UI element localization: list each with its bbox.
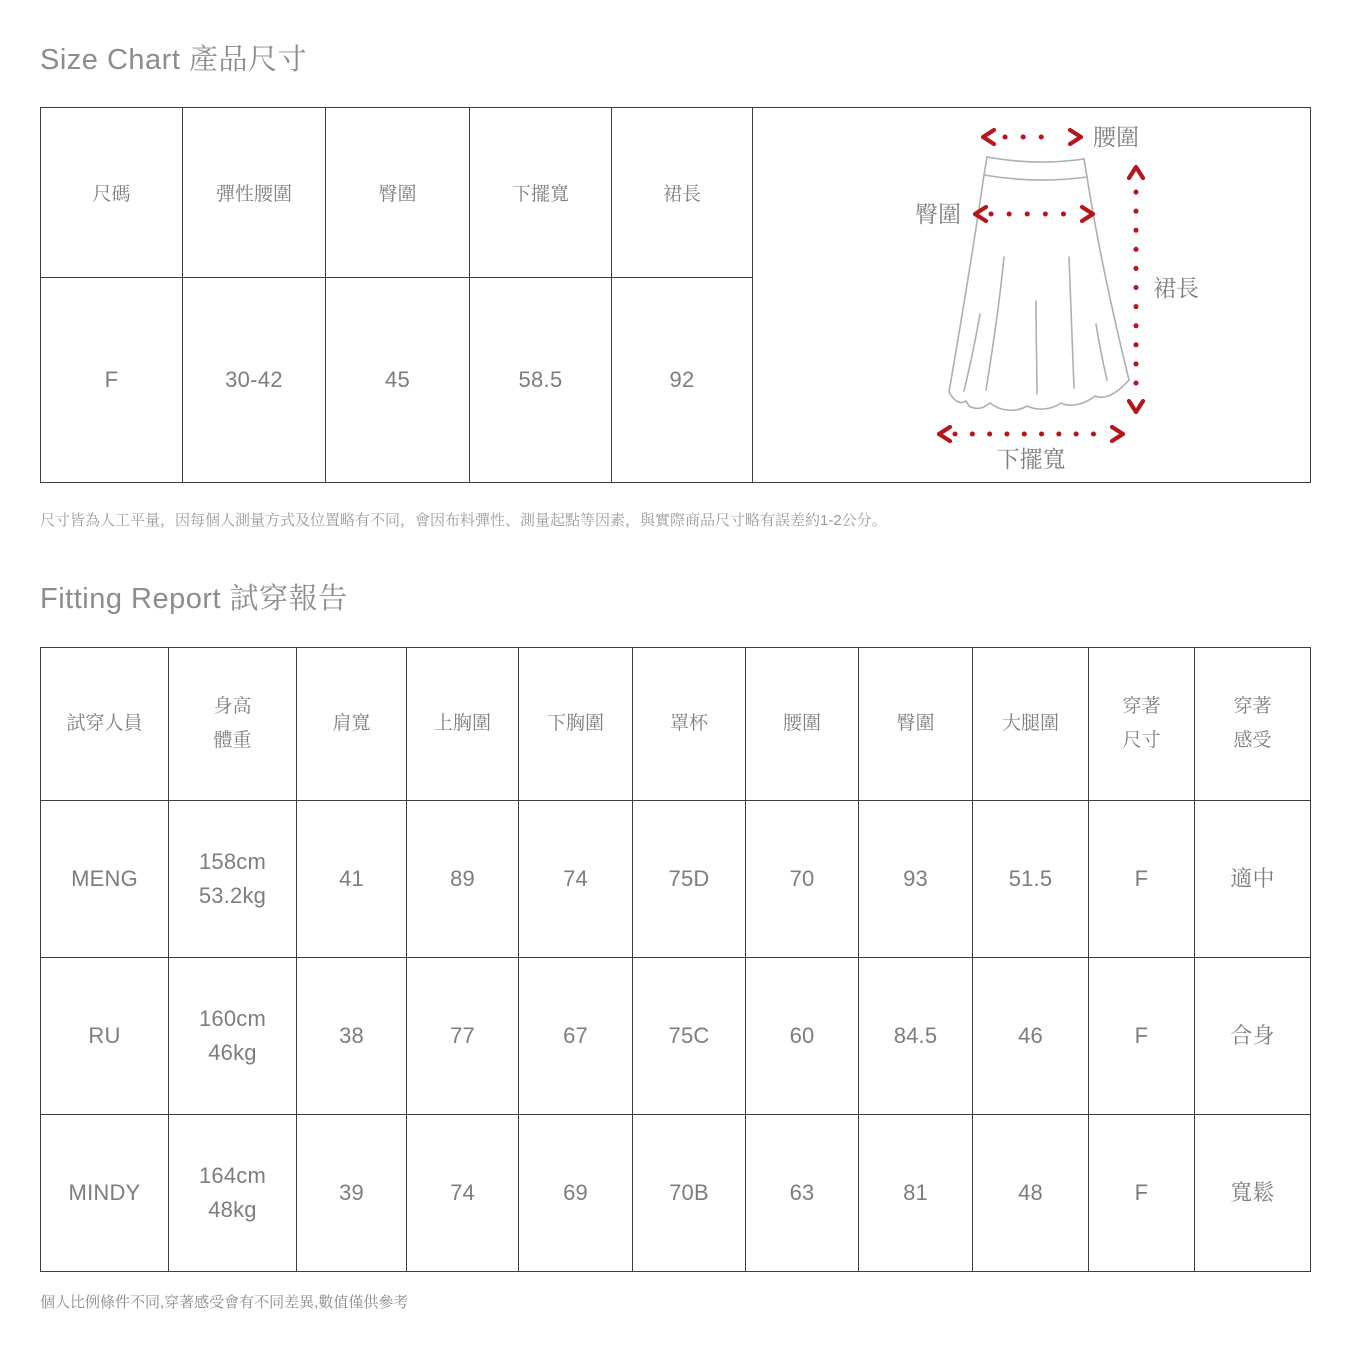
- fit-col-size-line2: 尺寸: [1122, 729, 1161, 751]
- size-chart-table: [40, 107, 1311, 483]
- hem-width-value: 58.5: [470, 278, 612, 483]
- size-value: F: [41, 278, 183, 483]
- fitter-cup: 75C: [633, 957, 746, 1114]
- fit-row-mindy: [41, 1114, 1311, 1271]
- fitter-size: F: [1089, 957, 1195, 1114]
- skirt-outline: [949, 157, 1129, 410]
- fit-col-size-line1: 穿著: [1122, 696, 1161, 718]
- fitter-thigh: 48: [973, 1114, 1089, 1271]
- fit-header-row: [41, 647, 1311, 800]
- fitter-height-weight: [169, 1114, 297, 1271]
- fit-col-height-weight: [169, 647, 297, 800]
- fitter-height-weight: [169, 800, 297, 957]
- fit-col-wearing-feel: [1195, 647, 1311, 800]
- fit-col-hip: 臀圍: [859, 647, 973, 800]
- fitter-height: 164cm: [198, 1162, 267, 1188]
- fit-col-fitter: 試穿人員: [41, 647, 169, 800]
- fitter-cup: 75D: [633, 800, 746, 957]
- fit-col-shoulder: 肩寬: [297, 647, 407, 800]
- hip-arrow: [975, 207, 1093, 221]
- fitting-report-table: [40, 647, 1311, 1272]
- fitter-feel: 適中: [1195, 800, 1311, 957]
- fitter-waist: 70: [746, 800, 859, 957]
- fitter-size: F: [1089, 1114, 1195, 1271]
- size-chart-title: Size Chart 產品尺寸: [40, 44, 307, 76]
- fitter-waist: 60: [746, 957, 859, 1114]
- fit-col-cup: 罩杯: [633, 647, 746, 800]
- hem-arrow: [939, 427, 1123, 441]
- fitting-report-title: Fitting Report 試穿報告: [40, 583, 348, 616]
- fitter-under-bust: 69: [519, 1114, 633, 1271]
- fitter-feel: 寬鬆: [1195, 1114, 1311, 1271]
- hip-value: 45: [326, 278, 470, 483]
- fitter-upper-bust: 74: [407, 1114, 519, 1271]
- size-col-hip: 臀圍: [326, 108, 470, 278]
- fitter-waist: 63: [746, 1114, 859, 1271]
- skirt-measurement-diagram: [753, 108, 1311, 483]
- fit-row-meng: [41, 800, 1311, 957]
- fit-col-thigh: 大腿圍: [973, 647, 1089, 800]
- fit-col-wearing-size: [1089, 647, 1195, 800]
- fitter-thigh: 46: [973, 957, 1089, 1114]
- fitter-weight: 48kg: [208, 1196, 257, 1222]
- fitter-shoulder: 38: [297, 957, 407, 1114]
- fitter-upper-bust: 89: [407, 800, 519, 957]
- fitter-feel: 合身: [1195, 957, 1311, 1114]
- fitter-size: F: [1089, 800, 1195, 957]
- fitter-shoulder: 39: [297, 1114, 407, 1271]
- size-col-elastic-waist: 彈性腰圍: [183, 108, 326, 278]
- fitter-name: MENG: [41, 800, 169, 957]
- fitter-name: MINDY: [41, 1114, 169, 1271]
- fit-col-weight-line: 體重: [213, 729, 252, 751]
- fit-col-height-line: 身高: [213, 696, 252, 718]
- diagram-hip-label: 臀圍: [915, 200, 961, 227]
- elastic-waist-value: 30-42: [183, 278, 326, 483]
- fitter-hip: 84.5: [859, 957, 973, 1114]
- fit-col-under-bust: 下胸圍: [519, 647, 633, 800]
- fitter-height: 158cm: [198, 848, 267, 874]
- size-col-length: 裙長: [612, 108, 753, 278]
- fitter-cup: 70B: [633, 1114, 746, 1271]
- fit-row-ru: [41, 957, 1311, 1114]
- diagram-length-label: 裙長: [1153, 274, 1199, 301]
- fitter-under-bust: 74: [519, 800, 633, 957]
- fitter-hip: 81: [859, 1114, 973, 1271]
- fit-col-feel-line2: 感受: [1233, 729, 1272, 751]
- diagram-hem-label: 下擺寬: [996, 445, 1066, 472]
- fitter-height-weight: [169, 957, 297, 1114]
- fitter-weight: 53.2kg: [198, 882, 267, 908]
- size-col-size: 尺碼: [41, 108, 183, 278]
- fitter-upper-bust: 77: [407, 957, 519, 1114]
- length-arrow: [1129, 167, 1143, 412]
- fit-col-upper-bust: 上胸圍: [407, 647, 519, 800]
- length-value: 92: [612, 278, 753, 483]
- fitter-height: 160cm: [198, 1005, 267, 1031]
- size-col-hem-width: 下擺寬: [470, 108, 612, 278]
- fit-col-feel-line1: 穿著: [1233, 696, 1272, 718]
- fitter-shoulder: 41: [297, 800, 407, 957]
- fitter-weight: 46kg: [208, 1039, 257, 1065]
- fitting-report-note: 個人比例條件不同,穿著感受會有不同差異,數值僅供參考: [40, 1293, 409, 1311]
- fitter-thigh: 51.5: [973, 800, 1089, 957]
- fitter-hip: 93: [859, 800, 973, 957]
- diagram-waist-label: 腰圍: [1093, 123, 1139, 150]
- fitter-under-bust: 67: [519, 957, 633, 1114]
- fitter-name: RU: [41, 957, 169, 1114]
- waist-arrow: [983, 130, 1081, 144]
- fit-col-waist: 腰圍: [746, 647, 859, 800]
- size-chart-note: 尺寸皆為人工平量，因每個人測量方式及位置略有不同，會因布料彈性、測量起點等因素，與實際商品尺寸略有誤差約1-2公分。: [40, 512, 887, 530]
- size-chart-header-row: [41, 108, 1311, 278]
